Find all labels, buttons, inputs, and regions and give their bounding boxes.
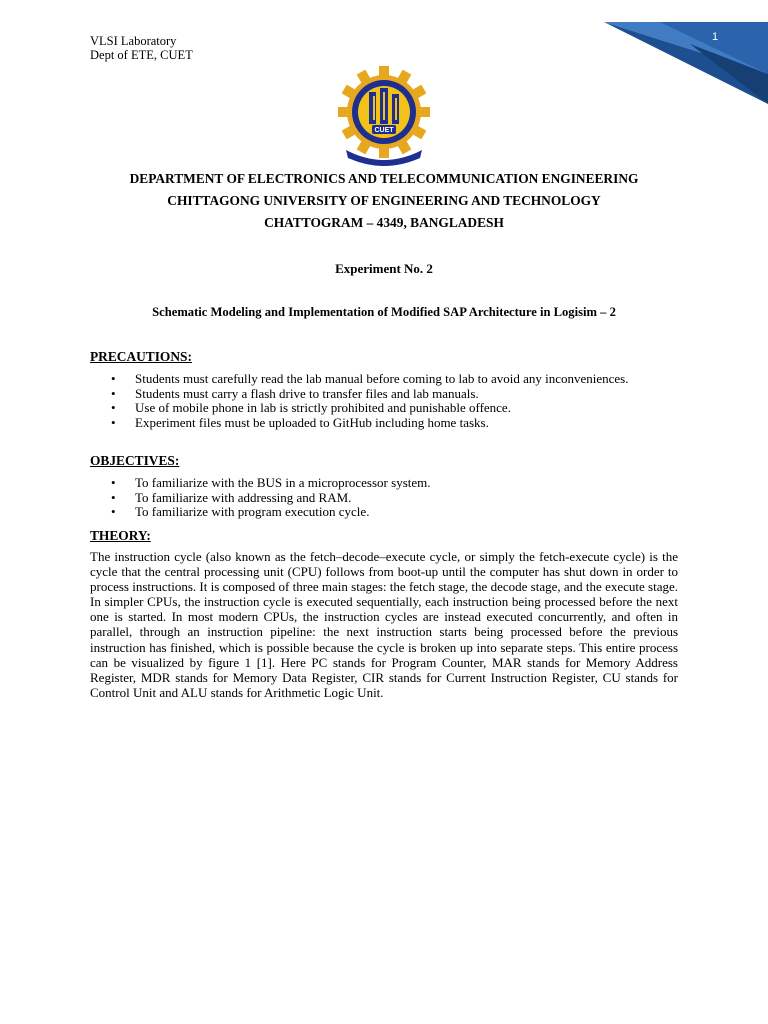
list-item: • Students must carefully read the lab manual before coming to lab to avoid any inconveniences. — [90, 372, 650, 387]
objectives-list — [90, 476, 650, 520]
list-item: • To familiarize with the BUS in a microprocessor system. — [90, 476, 650, 491]
header-lab-name: VLSI Laboratory — [90, 34, 177, 48]
experiment-number: Experiment No. 2 — [335, 261, 433, 276]
page-corner-decoration — [600, 22, 768, 112]
page-number: 1 — [711, 31, 719, 43]
logo-text: CUET — [374, 127, 394, 134]
list-item: • To familiarize with addressing and RAM. — [90, 491, 650, 506]
objectives-heading: OBJECTIVES: — [90, 453, 180, 468]
experiment-title: Schematic Modeling and Implementation of Modified SAP Architecture in Logisim – 2 — [152, 305, 616, 319]
list-item: • Students must carry a flash drive to transfer files and lab manuals. — [90, 387, 650, 402]
list-item: • Use of mobile phone in lab is strictly prohibited and punishable offence. — [90, 401, 650, 416]
university-logo — [336, 66, 432, 166]
theory-paragraph: The instruction cycle (also known as the fetch–decode–execute cycle, or simply the fetch-execute cycle) is the cycle that the central processing unit (CPU) follows from boot-up until the computer has shut down in order to process instructions. It is composed of three main stages: the fetch stage, the decode stage, and the execute stage. In simpler CPUs, the instruction cycle is executed sequentially, each instruction being processed before the next one is started. In most modern CPUs, the instruction cycles are instead executed concurrently, and often in parallel, through an instruction pipeline: the next instruction starts being processed before the previous instruction has finished, which is possible because the cycle is broken up into separate steps. This entire process can be visualized by figure 1 [1]. Here PC stands for Program Counter, MAR stands for Memory Address Register, MDR stands for Memory Data Register, CIR stands for Current Instruction Register, CU stands for Control Unit and ALU stands for Arithmetic Logic Unit. — [90, 549, 678, 700]
university-name: CHITTAGONG UNIVERSITY OF ENGINEERING AND TECHNOLOGY — [167, 193, 601, 208]
list-item: • Experiment files must be uploaded to GitHub including home tasks. — [90, 416, 650, 431]
list-item: • To familiarize with program execution cycle. — [90, 505, 650, 520]
precautions-heading: PRECAUTIONS: — [90, 349, 192, 364]
theory-heading: THEORY: — [90, 528, 151, 543]
precautions-list — [90, 372, 650, 430]
header-department: Dept of ETE, CUET — [90, 47, 193, 62]
university-location: CHATTOGRAM – 4349, BANGLADESH — [264, 215, 504, 230]
department-name: DEPARTMENT OF ELECTRONICS AND TELECOMMUNICATION ENGINEERING — [129, 171, 639, 186]
running-header — [90, 35, 193, 62]
